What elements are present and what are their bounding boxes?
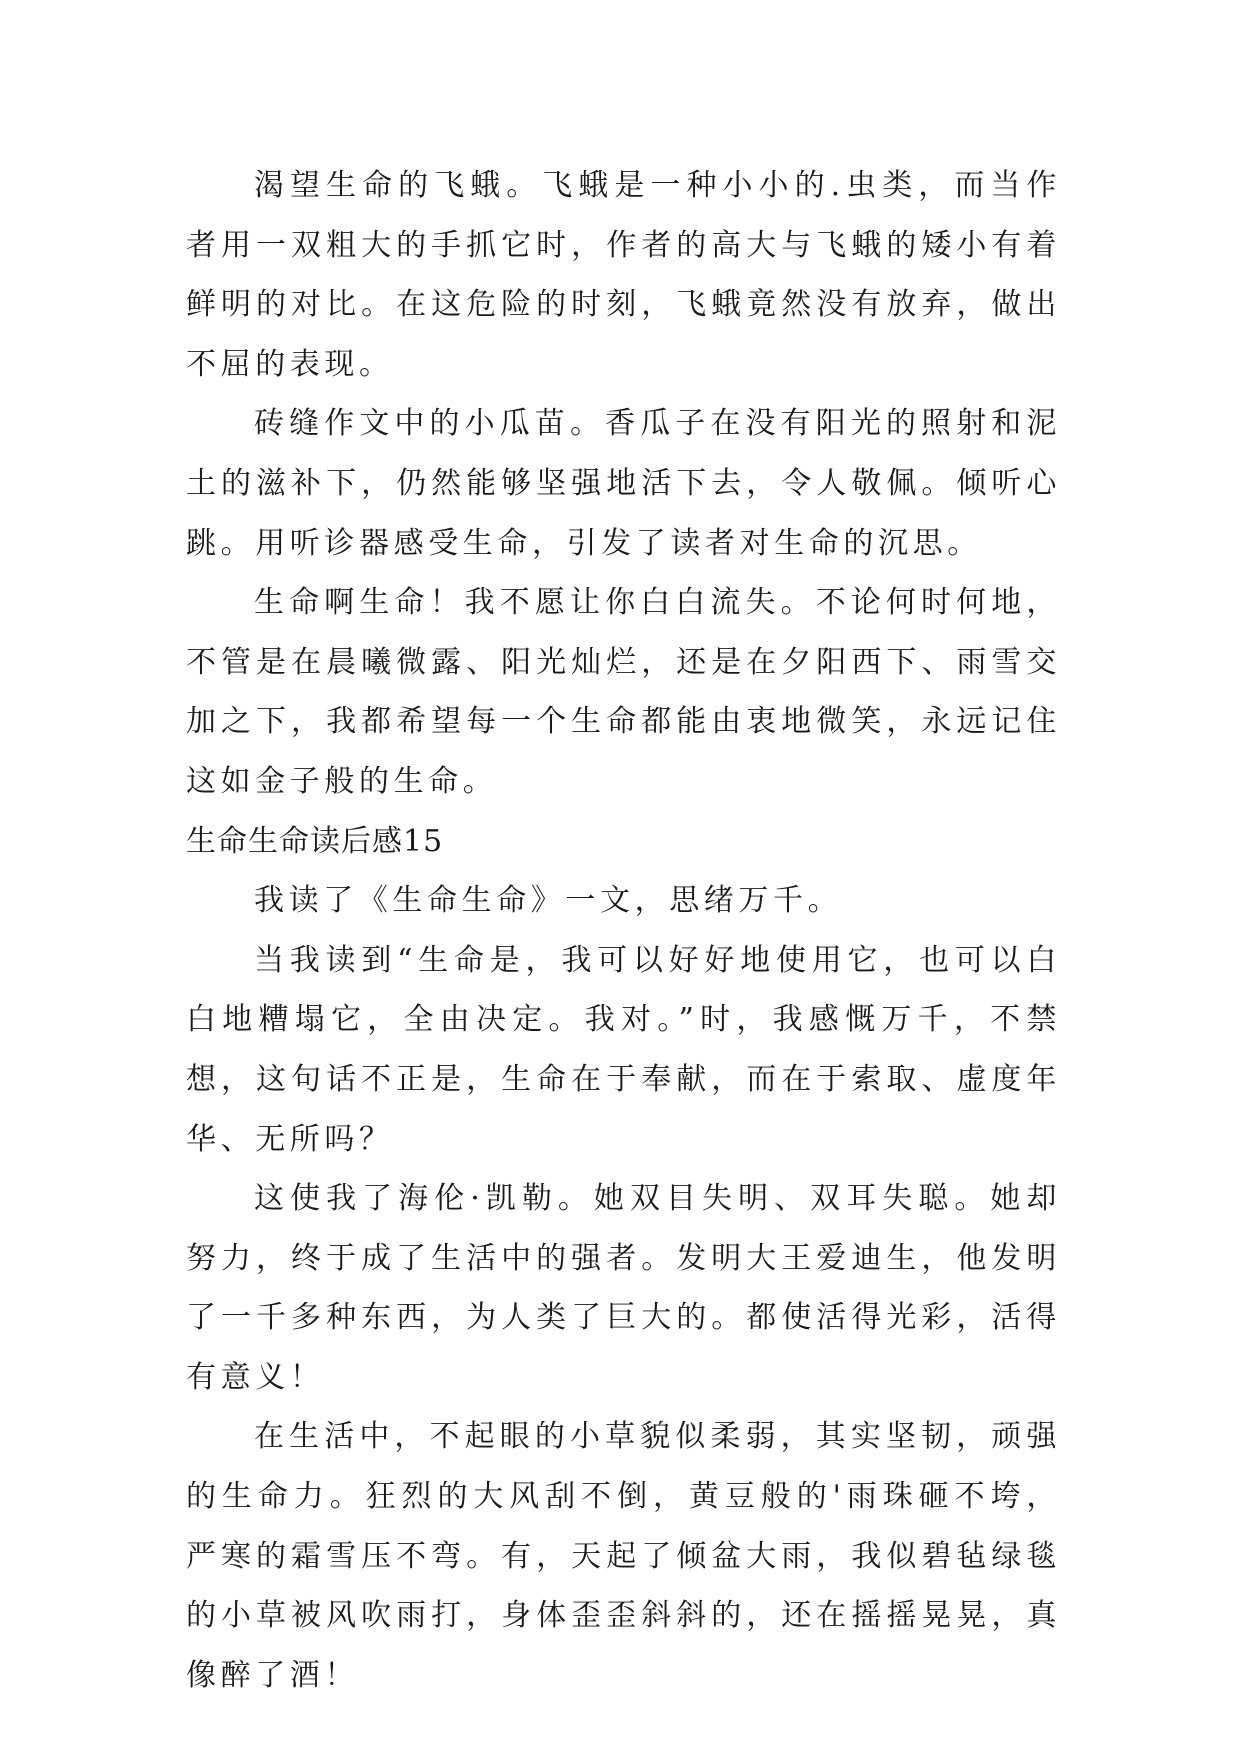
section-heading: 生命生命读后感15 — [186, 823, 444, 859]
paragraph-life-exclamation: 生命啊生命！我不愿让你白白流失。不论何时何地，不管是在晨曦微露、阳光灿烂，还是在夕阳西下、雨雪交加之下，我都希望每一个生命都能由衷地微笑，永远记住这如金子般的生命。 — [186, 585, 1061, 799]
paragraph-helen-keller: 这使我了海伦·凯勒。她双目失明、双耳失聪。她却努力，终于成了生活中的强者。发明大王爱迪生，他发明了一千多种东西，为人类了巨大的。都使活得光彩，活得有意义！ — [186, 1181, 1061, 1395]
paragraph-melon-seedling: 砖缝作文中的小瓜苗。香瓜子在没有阳光的照射和泥土的滋补下，仍然能够坚强地活下去，令人敬佩。倾听心跳。用听诊器感受生命，引发了读者对生命的沉思。 — [186, 406, 1061, 561]
paragraph-grass: 在生活中，不起眼的小草貌似柔弱，其实坚韧，顽强的生命力。狂烈的大风刮不倒，黄豆般的'雨珠砸不垮，严寒的霜雪压不弯。有，天起了倾盆大雨，我似碧毡绿毯的小草被风吹雨打，身体歪歪斜斜的，还在摇摇晃晃，真像醉了酒！ — [186, 1419, 1061, 1693]
document-body — [186, 156, 1061, 1705]
paragraph-quote-reflection: 当我读到“生命是，我可以好好地使用它，也可以白白地糟塌它，全由决定。我对。”时，我感慨万千，不禁想，这句话不正是，生命在于奉献，而在于索取、虚度年华、无所吗？ — [186, 942, 1061, 1157]
paragraph-read-intro: 我读了《生命生命》一文，思绪万千。 — [254, 883, 843, 919]
paragraph-moth: 渴望生命的飞蛾。飞蛾是一种小小的.虫类，而当作者用一双粗大的手抓它时，作者的高大与飞蛾的矮小有着鲜明的对比。在这危险的时刻，飞蛾竟然没有放弃，做出不屈的表现。 — [186, 168, 1061, 382]
